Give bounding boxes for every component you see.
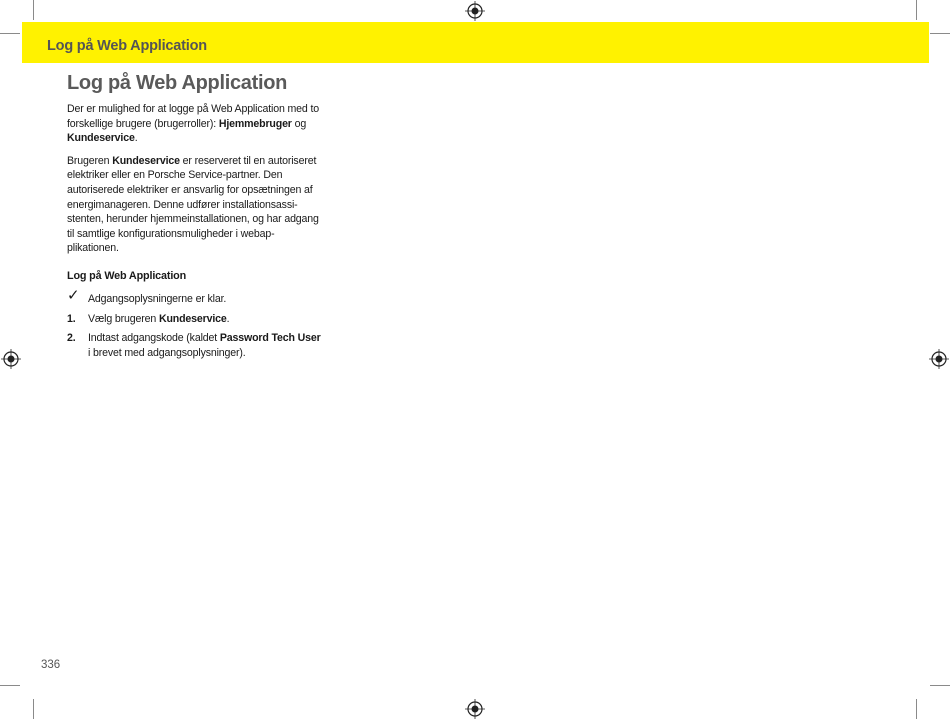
registration-mark-icon xyxy=(465,1,485,21)
crop-mark xyxy=(930,33,950,34)
intro-end: . xyxy=(134,132,138,145)
para2-bold: Kundeservice xyxy=(112,154,180,167)
crop-mark xyxy=(0,685,20,686)
step-item xyxy=(67,331,322,360)
intro-text: Der er mulighed for at logge på Web Application med to forskellige brugere (brugerroller): xyxy=(67,103,319,130)
crop-mark xyxy=(33,699,34,719)
checkmark-icon: ✓ xyxy=(67,286,80,304)
step-text-bold: Kundeservice xyxy=(158,312,227,325)
main-content xyxy=(67,72,322,365)
crop-mark xyxy=(916,0,917,20)
header-band xyxy=(22,22,929,63)
intro-conjunction: og xyxy=(291,117,307,130)
step-text-start: Vælg brugeren xyxy=(88,312,159,325)
step-text: Adgangsoplysningerne er klar. xyxy=(88,292,227,305)
registration-mark-icon xyxy=(465,699,485,719)
step-text-start: Indtast adgangskode (kaldet xyxy=(88,332,220,345)
prerequisite-item xyxy=(67,286,322,307)
role-hjemmebruger: Hjemmebruger xyxy=(218,117,292,130)
step-text-end: i brevet med adgangsoplysninger). xyxy=(88,346,246,359)
step-number: 2. xyxy=(67,332,76,345)
para2-start: Brugeren xyxy=(67,154,113,167)
step-text-bold: Password Tech User xyxy=(219,332,321,345)
step-text-end: . xyxy=(226,312,230,325)
crop-mark xyxy=(33,0,34,20)
role-kundeservice: Kundeservice xyxy=(67,132,135,145)
intro-paragraph xyxy=(67,102,322,146)
crop-mark xyxy=(916,699,917,719)
para2-text: er reserveret til en autoriseret elektriker eller en Porsche Service-partner. Den autoriserede elektriker er ansvarlig for opsætningen af energimanageren. Denne udfører installationsassistenten, herunder hjemmeinstallationen, og har adgang til samtlige konfigurationsmuligheder i webapplikationen. xyxy=(67,154,319,255)
header-title: Log på Web Application xyxy=(47,38,207,54)
step-item xyxy=(67,312,322,327)
registration-mark-icon xyxy=(1,349,21,369)
section-subheading: Log på Web Application xyxy=(67,269,187,282)
crop-mark xyxy=(0,33,20,34)
step-number: 1. xyxy=(67,312,76,325)
page-number: 336 xyxy=(41,659,61,671)
page-title: Log på Web Application xyxy=(67,72,288,94)
crop-mark xyxy=(930,685,950,686)
registration-mark-icon xyxy=(929,349,949,369)
description-paragraph xyxy=(67,154,322,256)
